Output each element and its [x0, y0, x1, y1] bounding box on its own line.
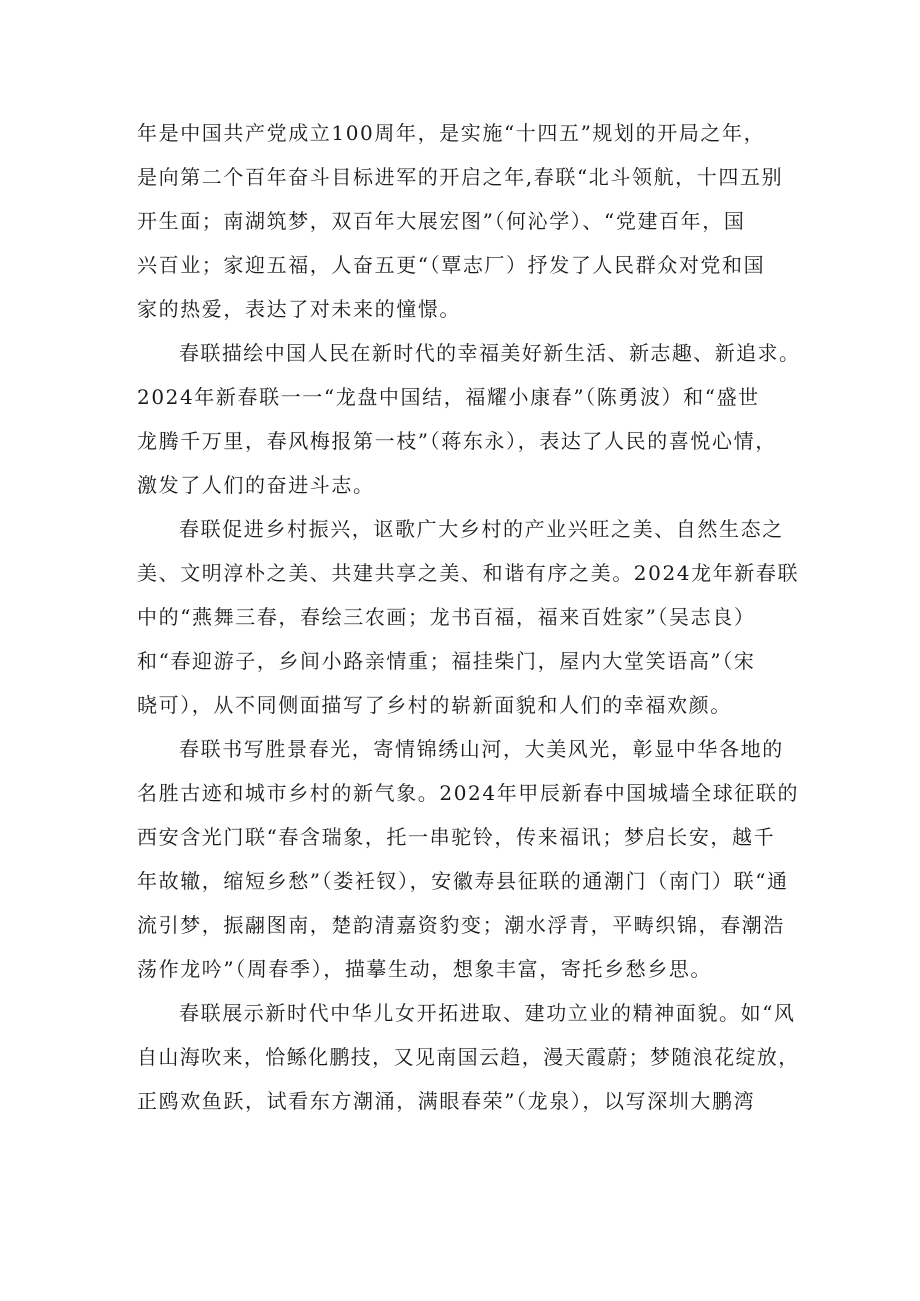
paragraph-first-line: 春联促进乡村振兴，讴歌广大乡村的产业兴旺之美、自然生态之: [179, 517, 784, 541]
text-line: 2024年新春联一一“龙盘中国结，福耀小康春”（陈勇波）和“盛世: [137, 385, 760, 409]
text-line: 西安含光门联“春含瑞象，托一串驼铃，传来福讯；梦启长安，越千: [137, 825, 776, 849]
text-line: 年故辙，缩短乡愁”（娄衽钗），安徽寿县征联的通潮门（南门）联“通: [137, 869, 789, 893]
text-line: 自山海吹来，恰鲧化鹏技，又见南国云趋，漫天霞蔚；梦随浪花绽放，: [137, 1045, 800, 1069]
text-line: 激发了人们的奋进斗志。: [137, 473, 375, 497]
text-line: 正鸥欢鱼跃，试看东方潮涌，满眼春荣”（龙泉），以写深圳大鹏湾: [137, 1089, 756, 1113]
text-line: 美、文明淳朴之美、共建共享之美、和谐有序之美。2024龙年新春联: [137, 561, 800, 585]
text-line: 兴百业；家迎五福，人奋五更“（覃志厂）抒发了人民群众对党和国: [137, 253, 766, 277]
text-line: 中的“燕舞三春，春绘三农画；龙书百福，福来百姓家”（吴志良）: [137, 605, 756, 629]
text-line: 年是中国共产党成立100周年，是实施“十四五”规划的开局之年，: [137, 121, 766, 145]
text-line: 荡作龙吟”（周春季），描摹生动，想象丰富，寄托乡愁乡思。: [137, 957, 713, 981]
text-line: 是向第二个百年奋斗目标进军的开启之年,春联“北斗领航，十四五别: [137, 165, 784, 189]
paragraph-first-line: 春联书写胜景春光，寄情锦绣山河，大美风光，彰显中华各地的: [179, 737, 784, 761]
paragraph-first-line: 春联展示新时代中华儿女开拓进取、建功立业的精神面貌。如“风: [179, 1001, 796, 1025]
text-line: 和“春迎游子，乡间小路亲情重；福挂柴门，屋内大堂笑语高”（宋: [137, 649, 756, 673]
text-line: 名胜古迹和城市乡村的新气象。2024年甲辰新春中国城墙全球征联的: [137, 781, 800, 805]
text-line: 家的热爱，表达了对未来的憧憬。: [137, 297, 461, 321]
text-line: 开生面；南湖筑梦，双百年大展宏图”（何沁学）、“党建百年，国: [137, 209, 746, 233]
text-line: 流引梦，振翮图南，楚韵清嘉资豹变；潮水浮青，平畴织锦，春潮浩: [137, 913, 785, 937]
paragraph-first-line: 春联描绘中国人民在新时代的幸福美好新生活、新志趣、新追求。: [179, 341, 801, 365]
text-line: 晓可），从不同侧面描写了乡村的崭新面貌和人们的幸福欢颜。: [137, 693, 732, 717]
text-line: 龙腾千万里，春风梅报第一枝”（蒋东永），表达了人民的喜悦心情，: [137, 429, 777, 453]
